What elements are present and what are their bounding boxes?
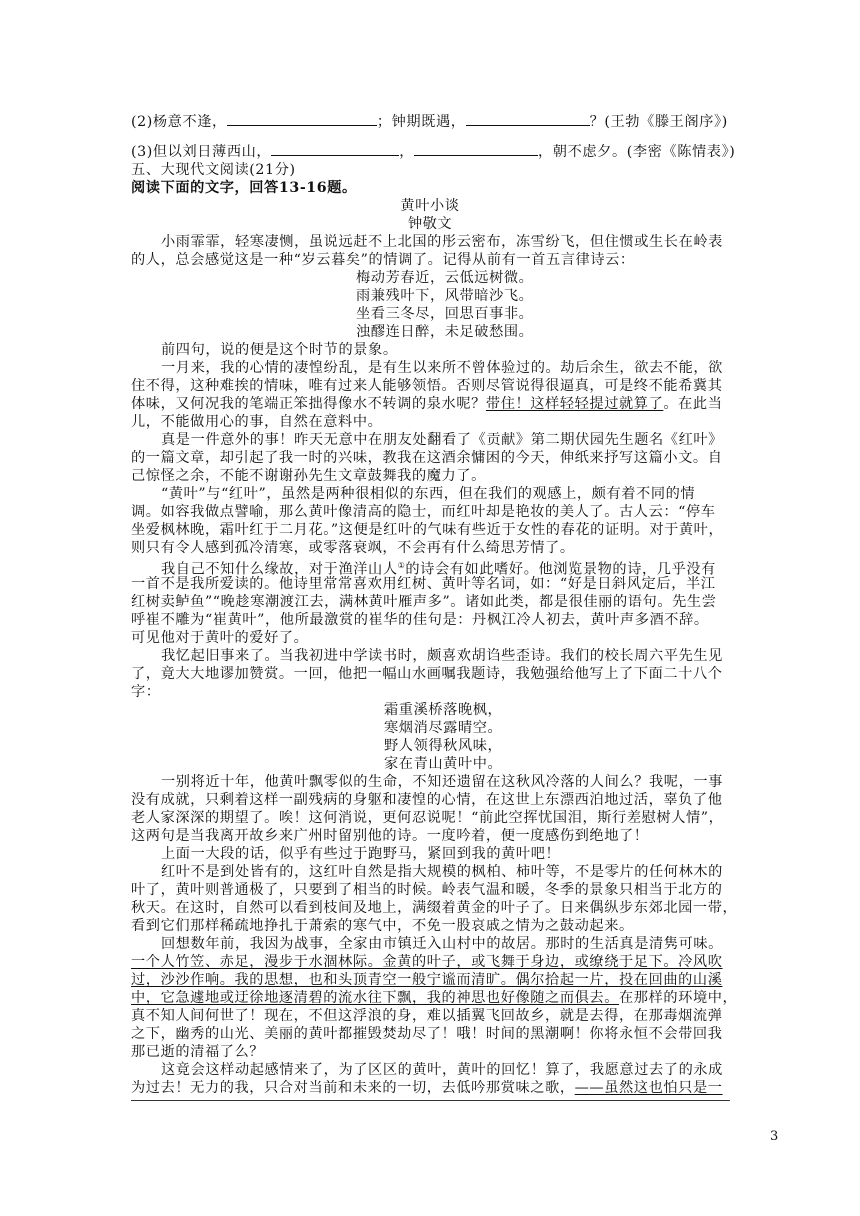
text-line: 上面一大段的话，似乎有些过于跑野马，紧回到我的黄叶吧！ (161, 846, 561, 862)
underlined-phrase: ——虽然这也怕只是一 (574, 1080, 723, 1096)
text-line: 儿，不能做用心的事，自然在意料中。 (131, 414, 383, 430)
section-heading: 五、大现代文阅读(21分) (131, 162, 296, 178)
fill-blank-q2 (131, 113, 731, 131)
answer-blank[interactable] (227, 113, 377, 126)
answer-blank[interactable] (414, 143, 538, 156)
poem-line: 野人领得秋风味， (384, 738, 503, 754)
text-line: 调。如容我做点譬喻，那么黄叶像清高的隐士，而红叶却是艳妆的美人了。古人云：“停车 (131, 504, 716, 520)
text-line: 则只有令人感到孤冷清寒，或零落衰飒，不会再有什么绮思芳情了。 (131, 540, 575, 556)
footnote-marker: ① (397, 561, 406, 570)
poem-line: 浊醪连日醉，未足破愁围。 (356, 324, 534, 340)
text-line: “黄叶”与“红叶”，虽然是两种很相似的东西，但在我们的观感上，颇有着不同的情 (161, 486, 696, 502)
text-line: 一月来，我的心情的凄惶纷乱，是有生以来所不曾体验过的。劫后余生，欲去不能，欲 (161, 360, 723, 376)
footer-rule (131, 1100, 730, 1101)
underlined-line: 过，沙沙作响。我的思想，也和头顶青空一般宁谧而清旷。偶尔拾起一片，投在回曲的山溪 (131, 972, 723, 988)
text-line: 呼崔不雕为“崔黄叶”，他所最激赏的崔华的佳句是：丹枫江冷人初去，黄叶声多酒不辞。 (131, 612, 709, 628)
q3-middle: ， (399, 144, 414, 160)
text-line: 了，竟大大地谬加赞赏。一回，他把一幅山水画嘱我题诗，我勉强给他写上了下面二十八个 (131, 666, 723, 682)
q3-suffix: ，朝不虑夕。(李密《陈情表》) (538, 144, 736, 160)
text-line: 可见他对于黄叶的爱好了。 (131, 630, 309, 646)
q2-suffix: ？(王勃《滕王阁序》) (589, 114, 728, 130)
text-line: 我忆起旧事来了。当我初进中学读书时，颇喜欢胡诌些歪诗。我们的校长周六平先生见 (161, 648, 723, 664)
q3-prefix: (3)但以刘日薄西山， (131, 144, 272, 160)
text-line: 小雨霏霏，轻寒凄恻，虽说远赶不上北国的彤云密布，冻雪纷飞，但住惯或生长在岭表 (161, 234, 723, 250)
answer-blank[interactable] (466, 113, 590, 126)
underlined-line: 一个人竹笠、赤足，漫步于水涸林际。金黄的叶子，或飞舞于身边，或缭绕于足下。冷风吹 (131, 954, 723, 970)
text-line: 字： (131, 684, 161, 700)
poem-line: 家在青山黄叶中。 (384, 756, 503, 772)
article-author: 钟敬文 (407, 216, 453, 232)
text-line: 这竟会这样动起感情来了，为了区区的黄叶，黄叶的回忆！算了，我愿意过去了的永成 (161, 1062, 723, 1078)
text-line: 的人，总会感觉这是一种“岁云暮矣”的情调了。记得从前有一首五言律诗云： (131, 252, 635, 268)
text-line: 前四句，说的便是这个时节的景象。 (161, 342, 398, 358)
text-line: 秋天。在这时，自然可以看到枝间及地上，满缀着黄金的叶子了。日来偶纵步东郊北园一带， (131, 900, 738, 916)
text-segment: 我自己不知什么缘故，对于渔洋山人 (161, 561, 398, 578)
text-segment: 的诗会有如此嗜好。他浏览景物的诗，几乎没有 (405, 561, 716, 578)
text-line: 己惊怪之余，不能不谢谢孙先生文章鼓舞我的魔力了。 (131, 468, 486, 484)
text-segment: 。在此当 (663, 396, 723, 412)
text-segment: 在那样的环境中， (619, 990, 738, 1006)
text-line: 一别将近十年，他黄叶飘零似的生命，不知还遗留在这秋风冷落的人间么？我呢，一事 (161, 774, 723, 790)
poem-line: 梅动芳春近，云低远树微。 (356, 270, 534, 286)
text-segment: 体味，又何况我的笔端正笨拙得像水不转调的泉水呢？ (131, 396, 486, 412)
text-line: 这两句是当我离开故乡来广州时留别他的诗。一度吟着，便一度感伤到绝地了！ (131, 828, 649, 844)
text-line (131, 1079, 731, 1097)
text-line: 住不得，这种难挨的情味，唯有过来人能够领悟。否则尽管说得很逼真，可是终不能希冀其 (131, 378, 723, 394)
fill-blank-q3 (131, 143, 736, 161)
text-line (131, 989, 738, 1007)
text-line: 那已逝的清福了么？ (131, 1044, 265, 1060)
poem-line: 寒烟消尽露晴空。 (384, 720, 503, 736)
underlined-phrase: 中，它急遽地或迂徐地逐清碧的流水往下飘，我的神思也好像随之而俱去。 (131, 990, 619, 1006)
text-line (131, 395, 731, 413)
poem-line: 雨兼残叶下，风带暗沙飞。 (356, 288, 534, 304)
text-segment: 为过去！无力的我，只合对当前和未来的一切，去低吟那赏味之歌， (131, 1080, 575, 1096)
text-line: 真不知人间何世了！现在，不但这浮浪的身，难以插翼飞回故乡，就是去得，在那毒烟流弹 (131, 1008, 723, 1024)
text-line: 老人家深深的期望了。唉！这何消说，更何忍说呢！“前此空挥忧国泪，斯行差慰树人情”， (131, 810, 724, 826)
poem-line: 霜重溪桥落晚枫， (384, 702, 503, 718)
text-line: 红叶不是到处皆有的，这红叶自然是指大规模的枫柏、柿叶等，不是零片的任何林木的 (161, 864, 723, 880)
text-line: 没有成就，只剩着这样一副残病的身躯和凄惶的心情，在这世上东漂西泊地过活，辜负了他 (131, 792, 723, 808)
q2-prefix: (2)杨意不逢， (131, 114, 227, 130)
text-line: 回想数年前，我因为战事，全家由市镇迁入山村中的故居。那时的生活真是清隽可味。 (161, 936, 723, 952)
text-line: 一首不是我所爱读的。他诗里常常喜欢用红树、黄叶等名词，如：“好是日斜风定后，半江 (131, 576, 716, 592)
page-number: 3 (770, 1129, 779, 1144)
poem-line: 坐看三冬尽，回思百事非。 (356, 306, 534, 322)
q2-middle: ；钟期既遇， (376, 114, 466, 130)
reading-instruction: 阅读下面的文字，回答13-16题。 (131, 180, 357, 196)
article-title: 黄叶小谈 (400, 198, 460, 214)
answer-blank[interactable] (271, 143, 399, 156)
text-line: 的一篇文章，却引起了我一时的兴味，教我在这酒余慵困的今天，伸纸来抒写这篇小文。自 (131, 450, 723, 466)
text-line: 红树卖鲈鱼”“晚趁寒潮渡江去，满林黄叶雁声多”。诸如此类，都是很佳丽的语句。先生尝 (131, 594, 717, 610)
text-line: 叶了，黄叶则普通极了，只要到了相当的时候。岭表气温和暖，冬季的景象只相当于北方的 (131, 882, 723, 898)
text-line: 真是一件意外的事！昨天无意中在朋友处翻看了《贡献》第二期伏园先生题名《红叶》 (161, 432, 723, 448)
text-line: 坐爱枫林晚，霜叶红于二月花。”这便是红叶的气味有些近于女性的春花的证明。对于黄叶， (131, 522, 724, 538)
underlined-phrase: 带住！这样轻轻提过就算了 (485, 396, 664, 412)
text-line: 看到它们那样稀疏地挣扎于萧索的寒气中，不免一股哀戚之情为之鼓动起来。 (131, 918, 634, 934)
text-line: 之下，幽秀的山光、美丽的黄叶都摧毁焚劫尽了！哦！时间的黑潮啊！你将永恒不会带回我 (131, 1026, 723, 1042)
